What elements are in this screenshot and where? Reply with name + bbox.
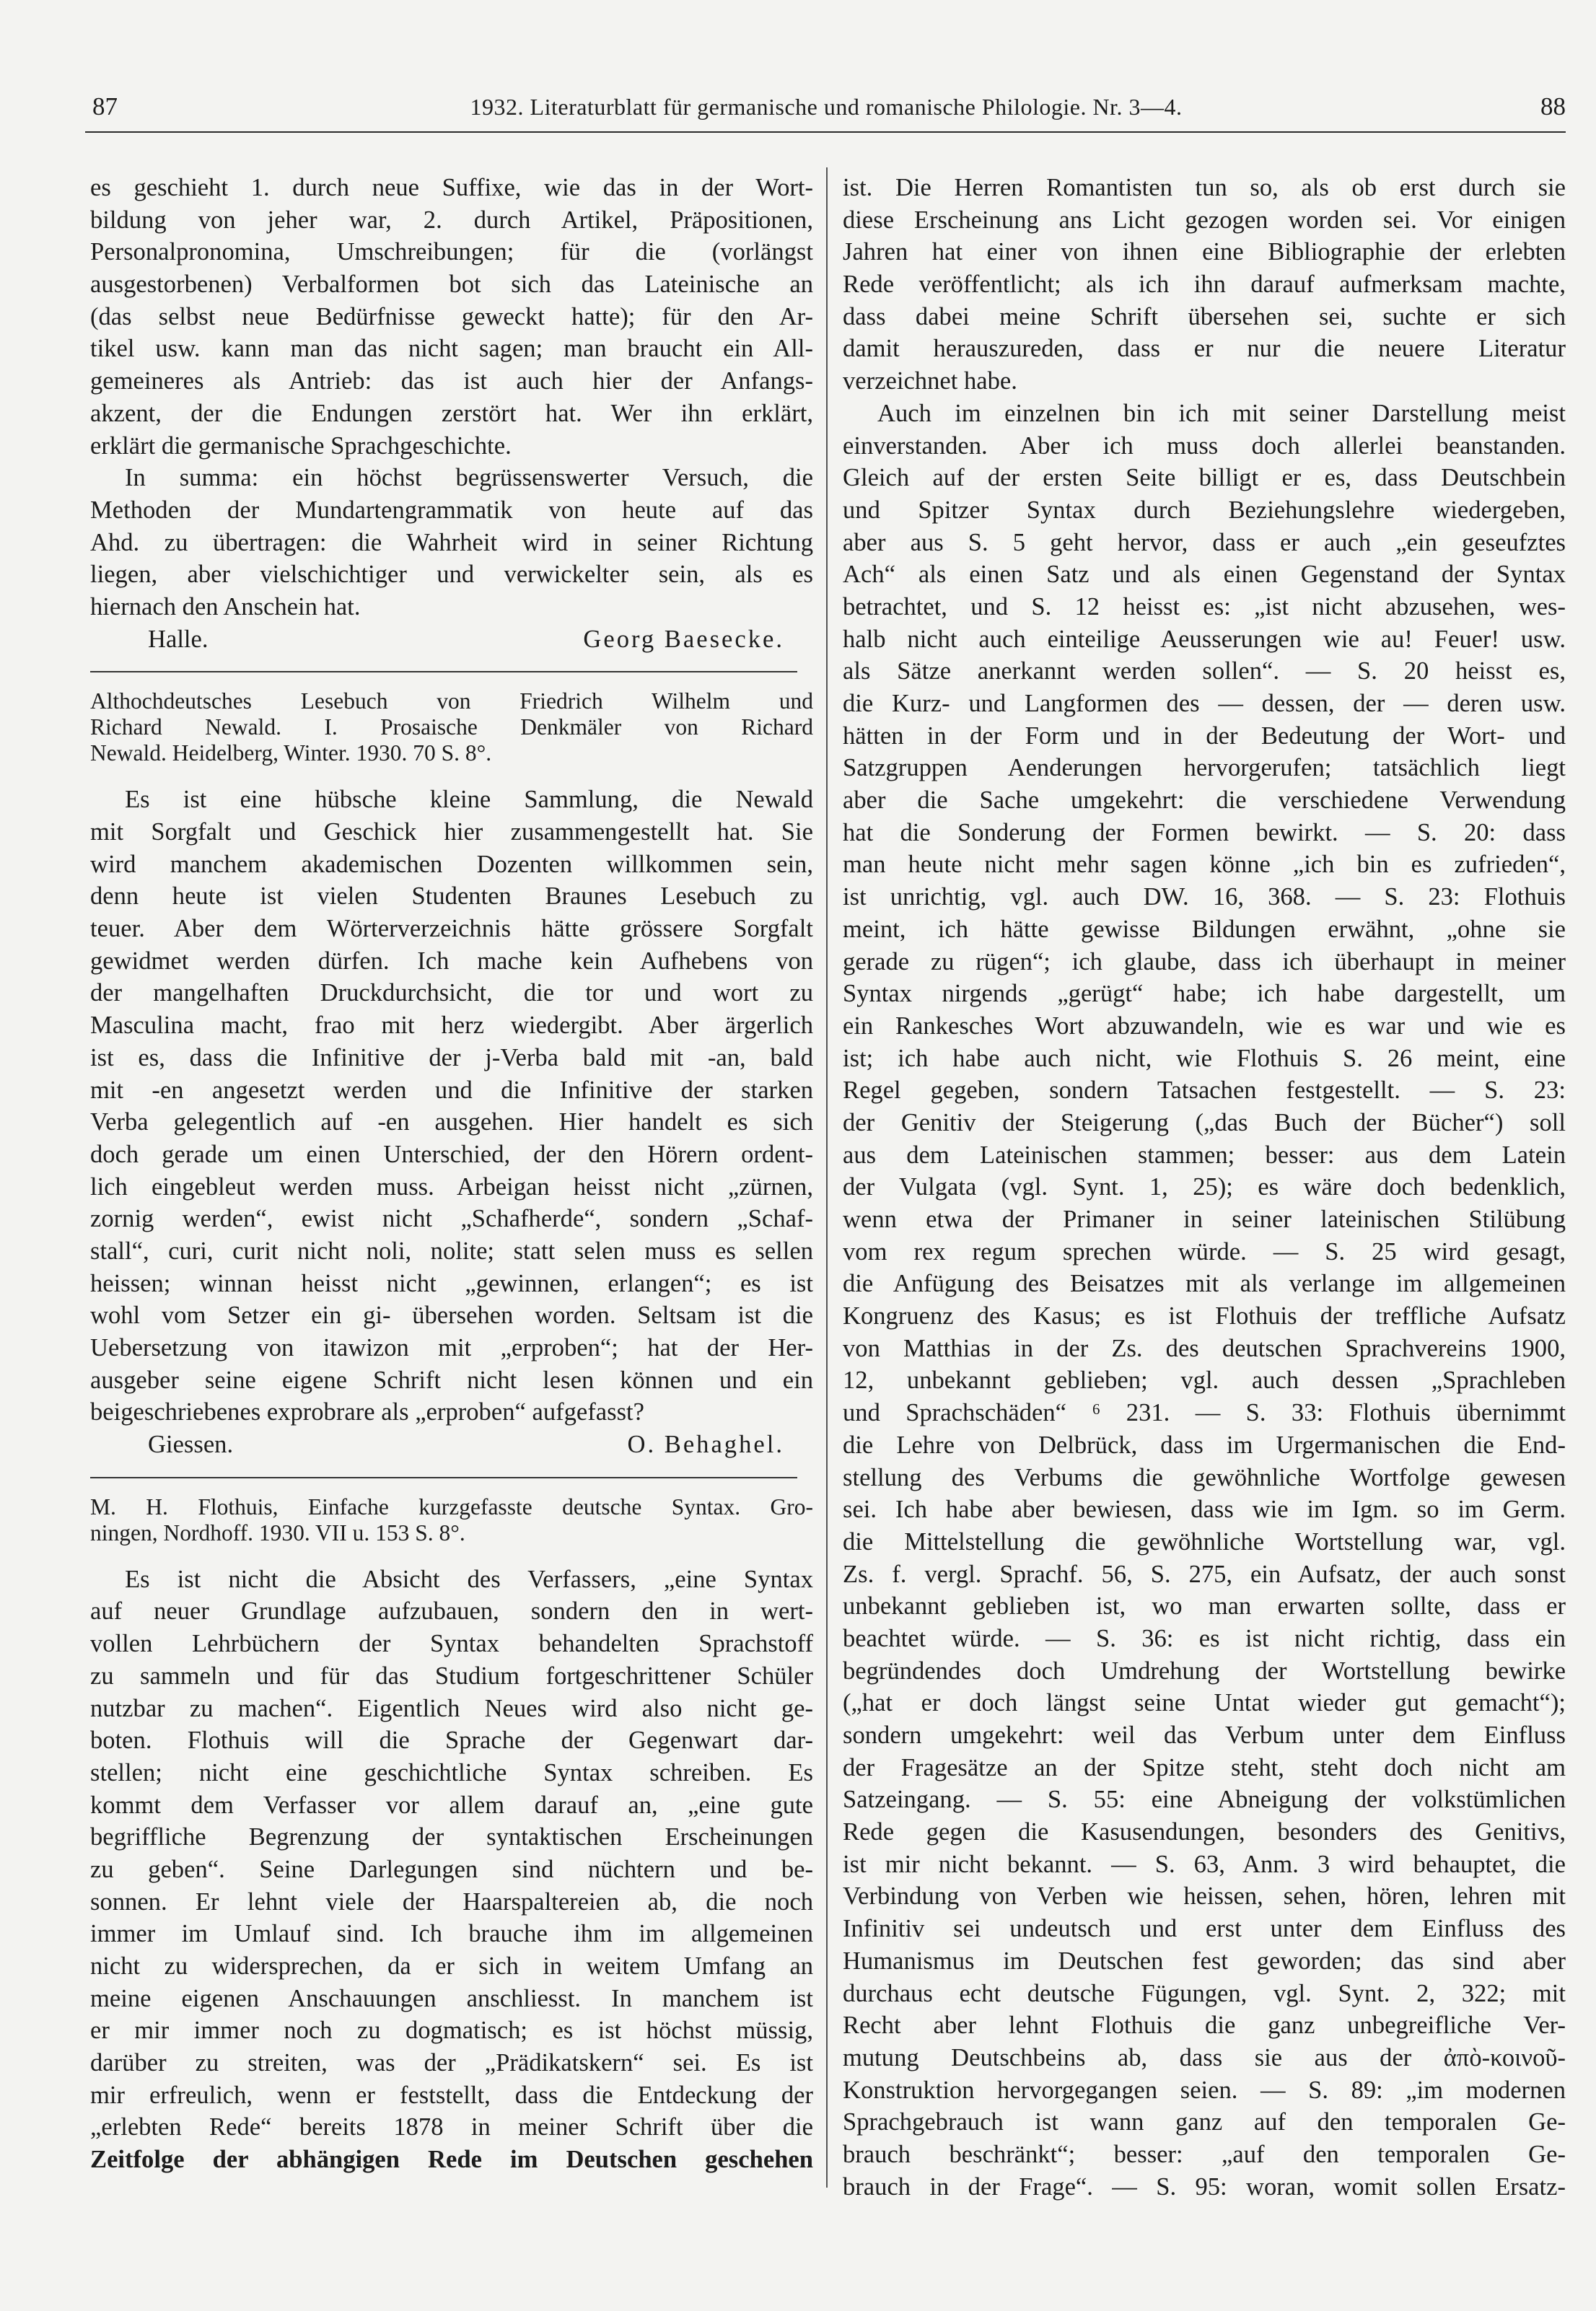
signature	[90, 1429, 813, 1461]
text-line: Kongruenz des Kasus; es ist Flothuis der treffliche Aufsatz	[843, 1302, 1566, 1330]
text-line: stall“, curi, curit nicht noli, nolite; statt selen muss es sellen	[90, 1237, 813, 1265]
text-line: Zeitfolge der abhängigen Rede im Deutschen geschehen	[90, 2146, 813, 2174]
text-line: Masculina macht, frao mit herz wiedergibt. Aber ärgerlich	[90, 1012, 813, 1040]
header-rule	[85, 131, 1566, 133]
text-line: Konstruktion hervorgegangen seien. — S. 89: „im modernen	[843, 2076, 1566, 2104]
text-line: Regel gegeben, sondern Tatsachen festgestellt. — S. 23:	[843, 1076, 1566, 1105]
text-line: Es ist nicht die Absicht des Verfassers, „eine Syntax	[125, 1565, 813, 1593]
text-line: darüber zu streiten, was der „Prädikatskern“ sei. Es ist	[90, 2049, 813, 2077]
text-line: Zs. f. vergl. Sprachf. 56, S. 275, ein Aufsatz, der auch sonst	[843, 1560, 1566, 1588]
text-line: Humanismus im Deutschen fest geworden; das sind aber	[843, 1947, 1566, 1975]
text-line: Verba gelegentlich auf -en ausgehen. Hier handelt es sich	[90, 1108, 813, 1136]
text-line: 12, unbekannt geblieben; vgl. auch dessen „Sprachleben	[843, 1367, 1566, 1395]
text-line: doch gerade um einen Unterschied, der den Hörern ordent-	[90, 1140, 813, 1168]
paragraph	[843, 172, 1566, 398]
text-line: vollen Lehrbüchern der Syntax behandelten Sprachstoff	[90, 1630, 813, 1658]
text-line: Sprachgebrauch ist wann ganz auf den temporalen Ge-	[843, 2108, 1566, 2136]
signature	[90, 623, 813, 656]
text-line: boten. Flothuis will die Sprache der Gegenwart dar-	[90, 1727, 813, 1755]
text-line: mit Sorgfalt und Geschick hier zusammengestellt hat. Sie	[90, 818, 813, 846]
text-line: ningen, Nordhoff. 1930. VII u. 153 S. 8°.	[90, 1520, 465, 1545]
text-line: hat die Sonderung der Formen bewirkt. — S. 20: dass	[843, 818, 1566, 846]
text-line: gerade zu rügen“; ich glaube, dass ich überhaupt in meiner	[843, 947, 1566, 975]
text-line: immer im Umlauf sind. Ich brauche ihm im allgemeinen	[90, 1920, 813, 1948]
left-column	[90, 172, 813, 2176]
text-line: die Lehre von Delbrück, dass im Urgermanischen die End-	[843, 1431, 1566, 1459]
section-rule	[90, 671, 797, 672]
text-line: stellen; nicht eine geschichtliche Syntax schreiben. Es	[90, 1758, 813, 1786]
text-line: Verbindung von Verben wie heissen, sehen, hören, lehren mit	[843, 1882, 1566, 1911]
signature-author: O. Behaghel.	[627, 1431, 784, 1459]
text-line: Newald. Heidelberg, Winter. 1930. 70 S. 8°.	[90, 740, 492, 766]
running-header	[87, 92, 1566, 133]
text-line: tikel usw. kann man das nicht sagen; man braucht ein All-	[90, 335, 813, 363]
text-line: zu geben“. Seine Darlegungen sind nüchtern und be-	[90, 1855, 813, 1883]
column-divider	[826, 167, 828, 2188]
text-line: einverstanden. Aber ich muss doch allerlei beanstanden.	[843, 431, 1566, 460]
text-line: die Kurz- und Langformen des — dessen, der — deren usw.	[843, 690, 1566, 717]
paragraph	[90, 462, 813, 623]
text-line: als Sätze anerkannt werden sollen“. — S. 20 heisst es,	[843, 657, 1566, 685]
text-line: es geschieht 1. durch neue Suffixe, wie das in der Wort-	[90, 174, 813, 201]
text-line: verzeichnet habe.	[843, 367, 1017, 395]
text-line: Infinitiv sei undeutsch und erst unter dem Einfluss des	[843, 1915, 1566, 1943]
text-line: ist mir nicht bekannt. — S. 63, Anm. 3 wird behauptet, die	[843, 1850, 1566, 1878]
text-line: lich eingebleut werden muss. Arbeigan heisst nicht „zürnen,	[90, 1172, 813, 1201]
text-line: er mir immer noch zu dogmatisch; es ist höchst müssig,	[90, 2017, 813, 2045]
text-line: Syntax nirgends „gerügt“ habe; ich habe dargestellt, um	[843, 980, 1566, 1008]
text-line: hiernach den Anschein hat.	[90, 592, 361, 620]
text-line: brauch beschränkt“; besser: „auf den temporalen Ge-	[843, 2140, 1566, 2168]
text-line: wohl vom Setzer ein gi- übersehen worden. Seltsam ist die	[90, 1302, 813, 1330]
text-line: wird manchem akademischen Dozenten willkommen sein,	[90, 850, 813, 878]
text-line: Satzgruppen Aenderungen hervorgerufen; tatsächlich liegt	[843, 754, 1566, 782]
signature-place: Giessen.	[148, 1431, 234, 1459]
text-line: mir erfreulich, wenn er feststellt, dass die Entdeckung der	[90, 2081, 813, 2109]
review-heading	[90, 688, 813, 766]
text-line: mutung Deutschbeins ab, dass sie aus der ἀπὸ-κοινοῦ-	[843, 2043, 1566, 2071]
text-line: In summa: ein höchst begrüssenswerter Versuch, die	[125, 464, 813, 492]
text-line: dass dabei meine Schrift übersehen sei, suchte er sich	[843, 302, 1566, 330]
text-line: der mangelhaften Druckdurchsicht, die tor und wort zu	[90, 979, 813, 1007]
text-line: sei. Ich habe aber bewiesen, dass wie im Igm. so im Germ.	[843, 1496, 1566, 1524]
text-line: Althochdeutsches Lesebuch von Friedrich Wilhelm und	[90, 688, 813, 714]
text-line: zu sammeln und für das Studium fortgeschrittener Schüler	[90, 1662, 813, 1690]
text-line: Es ist eine hübsche kleine Sammlung, die Newald	[125, 786, 813, 814]
text-line: betrachtet, und S. 12 heisst es: „ist nicht abzusehen, wes-	[843, 592, 1566, 620]
text-line: Personalpronomina, Umschreibungen; für die (vorlängst	[90, 238, 813, 266]
text-line: gewidmet werden dürfen. Ich mache kein Aufhebens von	[90, 947, 813, 975]
review-heading	[90, 1494, 813, 1546]
text-line: Satzeingang. — S. 55: eine Abneigung der volkstümlichen	[843, 1786, 1566, 1814]
text-line: Recht aber lehnt Flothuis die ganz unbegreifliche Ver-	[843, 2012, 1566, 2040]
text-line: Ach“ als einen Satz und als einen Gegenstand der Syntax	[843, 561, 1566, 589]
text-line: ausgeber seine eigene Schrift nicht lesen können und ein	[90, 1366, 813, 1394]
text-line: vom rex regum sprechen würde. — S. 25 wird gesagt,	[843, 1237, 1566, 1266]
text-line: aus dem Lateinischen stammen; besser: aus dem Latein	[843, 1141, 1566, 1169]
text-line: Rede gegen die Kasusendungen, besonders des Genitivs,	[843, 1818, 1566, 1846]
text-line: brauch in der Frage“. — S. 95: woran, womit sollen Ersatz-	[843, 2172, 1566, 2201]
text-line: wenn etwa der Primaner in seiner lateinischen Stilübung	[843, 1206, 1566, 1233]
text-line: bildung von jeher war, 2. durch Artikel, Präpositionen,	[90, 206, 813, 234]
text-line: ist es, dass die Infinitive der j-Verba bald mit -an, bald	[90, 1043, 813, 1071]
text-line: zornig werden“, ewist nicht „Schafherde“, sondern „Schaf-	[90, 1205, 813, 1233]
text-line: Richard Newald. I. Prosaische Denkmäler von Richard	[90, 714, 813, 740]
text-line: Auch im einzelnen bin ich mit seiner Darstellung meist	[877, 399, 1566, 427]
text-line: nutzbar zu machen“. Eigentlich Neues wird also nicht ge-	[90, 1694, 813, 1722]
text-line: ist unrichtig, vgl. auch DW. 16, 368. — S. 23: Flothuis	[843, 883, 1566, 911]
text-line: Uebersetzung von itawizon mit „erproben“; hat der Her-	[90, 1334, 813, 1361]
text-line: durchaus echt deutsche Fügungen, vgl. Synt. 2, 322; mit	[843, 1979, 1566, 2007]
text-line: Gleich auf der ersten Seite billigt er es, dass Deutschbein	[843, 464, 1566, 492]
section-rule	[90, 1477, 797, 1478]
text-line: diese Erscheinung ans Licht gezogen worden sei. Vor einigen	[843, 206, 1566, 234]
text-line: aber die Sache umgekehrt: die verschiedene Verwendung	[843, 786, 1566, 815]
paragraph	[843, 398, 1566, 2203]
text-line: man heute nicht mehr sagen könne „ich bin es zufrieden“,	[843, 851, 1566, 879]
text-line: (das selbst neue Bedürfnisse geweckt hatte); für den Ar-	[90, 302, 813, 330]
text-line: erklärt die germanische Sprachgeschichte.	[90, 431, 512, 460]
signature-author: Georg Baesecke.	[583, 625, 784, 653]
text-line: sondern umgekehrt: weil das Verbum unter dem Einfluss	[843, 1722, 1566, 1749]
page-number-right: 88	[1540, 92, 1566, 120]
text-line: der Genitiv der Steigerung („das Buch der Bücher“) soll	[843, 1108, 1566, 1136]
text-line: der Vulgata (vgl. Synt. 1, 25); es wäre doch bedenklich,	[843, 1173, 1566, 1201]
text-line: gemeineres als Antrieb: das ist auch hier der Anfangs-	[90, 367, 813, 395]
text-line: akzent, der die Endungen zerstört hat. Wer ihn erklärt,	[90, 399, 813, 427]
text-line: begriffliche Begrenzung der syntaktischen Erscheinungen	[90, 1823, 813, 1851]
text-line: damit herauszureden, dass er nur die neuere Literatur	[843, 335, 1566, 363]
text-line: „erlebten Rede“ bereits 1878 in meiner Schrift über die	[90, 2113, 813, 2141]
text-line: („hat er doch längst seine Untat wieder gut gemacht“);	[843, 1689, 1566, 1717]
paragraph	[90, 1564, 813, 2176]
text-line: die Anfügung des Beisatzes mit als verlange im allgemeinen	[843, 1270, 1566, 1298]
paragraph	[90, 172, 813, 462]
text-line: ist; ich habe auch nicht, wie Flothuis S. 26 meint, eine	[843, 1044, 1566, 1072]
journal-title: 1932. Literaturblatt für germanische und romanische Philologie. Nr. 3—4.	[470, 94, 1183, 120]
text-line: stellung des Verbums die gewöhnliche Wortfolge gewesen	[843, 1463, 1566, 1491]
text-line: begründendes doch Umdrehung der Wortstellung bewirke	[843, 1657, 1566, 1685]
text-line: der Fragesätze an der Spitze steht, steht doch nicht am	[843, 1753, 1566, 1781]
page-number-left: 87	[92, 92, 118, 120]
text-line: halb nicht auch einteilige Aeusserungen wie au! Feuer! usw.	[843, 625, 1566, 653]
text-line: Methoden der Mundartengrammatik von heute auf das	[90, 496, 813, 524]
text-line: auf neuer Grundlage aufzubauen, sondern den in wert-	[90, 1597, 813, 1626]
text-line: Rede veröffentlicht; als ich ihn darauf aufmerksam machte,	[843, 271, 1566, 299]
text-line: ausgestorbenen) Verbalformen bot sich das Lateinische an	[90, 271, 813, 299]
signature-place: Halle.	[148, 625, 209, 653]
text-line: die Mittelstellung die gewöhnliche Wortstellung war, vgl.	[843, 1527, 1566, 1556]
text-line: Jahren hat einer von ihnen eine Bibliographie der erlebten	[843, 238, 1566, 266]
text-line: beigeschriebenes exprobrare als „erproben“ aufgefasst?	[90, 1398, 644, 1426]
text-line: und Spitzer Syntax durch Beziehungslehre wiedergeben,	[843, 496, 1566, 524]
text-line: nicht zu widersprechen, da er sich in weitem Umfang an	[90, 1952, 813, 1980]
text-line: liegen, aber vielschichtiger und verwickelter sein, als es	[90, 561, 813, 589]
text-line: M. H. Flothuis, Einfache kurzgefasste deutsche Syntax. Gro-	[90, 1494, 813, 1520]
text-line: sonnen. Er lehnt viele der Haarspaltereien ab, die noch	[90, 1887, 813, 1916]
text-line: ist. Die Herren Romantisten tun so, als ob erst durch sie	[843, 174, 1566, 201]
text-line: hätten in der Form und in der Bedeutung der Wort- und	[843, 722, 1566, 750]
text-line: ein Rankesches Wort abzuwandeln, wie es war und wie es	[843, 1012, 1566, 1040]
text-line: Ahd. zu übertragen: die Wahrheit wird in seiner Richtung	[90, 528, 813, 556]
text-line: und Sprachschäden“ ⁶ 231. — S. 33: Flothuis übernimmt	[843, 1399, 1566, 1427]
text-line: denn heute ist vielen Studenten Braunes Lesebuch zu	[90, 882, 813, 911]
text-line: meine eigenen Anschauungen anschliesst. In manchem ist	[90, 1984, 813, 2012]
text-line: von Matthias in der Zs. des deutschen Sprachvereins 1900,	[843, 1334, 1566, 1362]
paragraph	[90, 784, 813, 1429]
right-column	[843, 172, 1566, 2203]
text-line: meint, ich hätte gewisse Bildungen erwähnt, „ohne sie	[843, 915, 1566, 943]
text-line: aber aus S. 5 geht hervor, dass er auch „ein geseufztes	[843, 528, 1566, 556]
text-line: kommt dem Verfasser vor allem darauf an, „eine gute	[90, 1791, 813, 1819]
text-line: mit -en angesetzt werden und die Infinitive der starken	[90, 1076, 813, 1104]
text-line: unbekannt geblieben ist, wo man erwarten sollte, dass er	[843, 1592, 1566, 1621]
text-line: heissen; winnan heisst nicht „gewinnen, erlangen“; es ist	[90, 1269, 813, 1297]
text-line: teuer. Aber dem Wörterverzeichnis hätte grössere Sorgfalt	[90, 915, 813, 943]
text-line: beachtet würde. — S. 36: es ist nicht richtig, dass ein	[843, 1624, 1566, 1652]
